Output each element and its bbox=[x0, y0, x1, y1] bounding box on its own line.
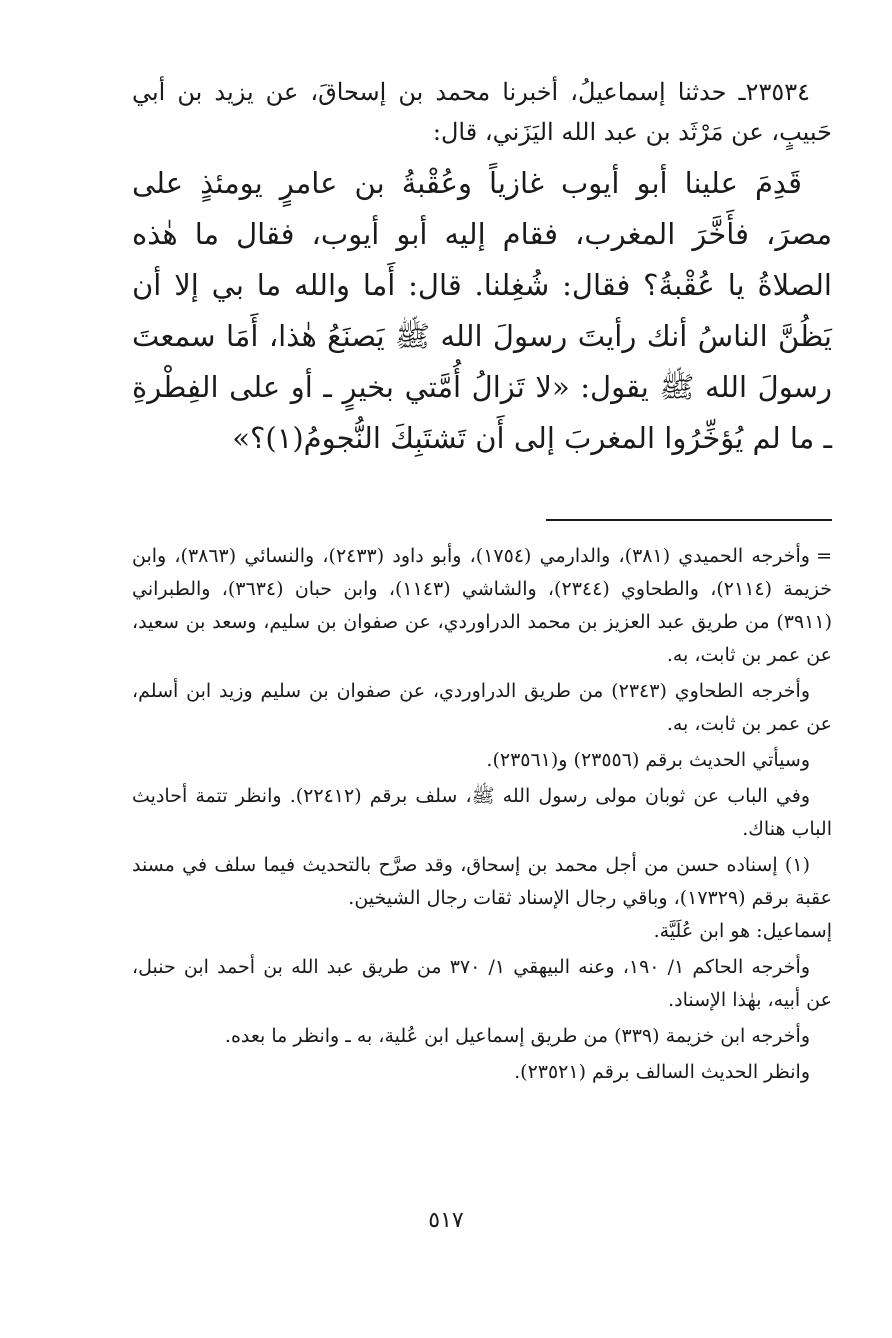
footnote-paragraph: وانظر الحديث السالف برقم (٢٣٥٢١). bbox=[514, 1061, 810, 1083]
footnote-paragraph: وأخرجه الحاكم ١/ ١٩٠، وعنه البيهقي ١/ ٣٧٠ من طريق عبد الله بن أحمد ابن حنبل، عن أبيه، بهٰذا الإسناد. bbox=[132, 956, 832, 1011]
footnote-paragraph: وأخرجه ابن خزيمة (٣٣٩) من طريق إسماعيل ابن عُلية، به ـ وانظر ما بعده. bbox=[224, 1025, 810, 1047]
hadith-matn: قَدِمَ علينا أبو أيوب غازياً وعُقْبةُ بن عامرٍ يومئذٍ على مصرَ، فأَخَّرَ المغرب، فقام إليه أبو أيوب، فقال ما هٰذه الصلاةُ يا عُقْبةُ؟ فقال: شُغِلنا. قال: أَما والله ما بي إلا أن يَظُنَّ الناسُ أنك رأيتَ رسولَ الله ﷺ يَصنَعُ هٰذا، أَمَا سمعتَ رسولَ الله ﷺ يقول: «لا تَزالُ أُمَّتي بخيرٍ ـ أو على الفِطْرةِ ـ ما لم يُؤخِّرُوا المغربَ إلى أَن تَشتَبِكَ النُّجومُ(١)؟» bbox=[132, 166, 832, 455]
footnote-text: وأخرجه الحميدي (٣٨١)، والدارمي (١٧٥٤)، وأبو داود (٢٤٣٣)، والنسائي (٣٨٦٣)، وابن خزيمة (٢١١٤)، والطحاوي (٢٣٤٤)، والشاشي (١١٤٣)، وابن حبان (٣٦٣٤)، والطبراني (٣٩١١) من طريق عبد العزيز بن محمد الدراوردي، عن صفوان بن سليم، وسعد بن سعيد، عن عمر بن ثابت، به. bbox=[132, 545, 832, 666]
continuation-mark: = bbox=[816, 545, 832, 567]
footnote-paragraph bbox=[132, 540, 832, 672]
footnote-paragraph: وسيأتي الحديث برقم (٢٣٥٥٦) و(٢٣٥٦١). bbox=[486, 749, 810, 771]
footnote-paragraph: إسماعيل: هو ابن عُلَيَّة. bbox=[653, 920, 832, 942]
main-text bbox=[132, 60, 832, 464]
hadith-isnad: ٢٣٥٣٤ـ حدثنا إسماعيلُ، أخبرنا محمد بن إسحاقَ، عن يزيد بن أبي حَبيبٍ، عن مَرْثَد بن عبد الله اليَزَني، قال: bbox=[132, 78, 832, 146]
footnote-paragraph: (١) إسناده حسن من أجل محمد بن إسحاق، وقد صرَّح بالتحديث فيما سلف في مسند عقبة برقم (١٧٣٢٩)، وباقي رجال الإسناد ثقات رجال الشيخين. bbox=[132, 854, 832, 909]
footnote-paragraph: وأخرجه الطحاوي (٢٣٤٣) من طريق الدراوردي، عن صفوان بن سليم وزيد ابن أسلم، عن عمر بن ثابت، به. bbox=[132, 680, 832, 735]
footnote-separator bbox=[546, 519, 832, 521]
footnotes-section bbox=[132, 540, 832, 1092]
footnote-paragraph: وفي الباب عن ثوبان مولى رسول الله ﷺ، سلف برقم (٢٢٤١٢). وانظر تتمة أحاديث الباب هناك. bbox=[132, 785, 832, 840]
page-number: ٥١٧ bbox=[428, 1208, 464, 1233]
